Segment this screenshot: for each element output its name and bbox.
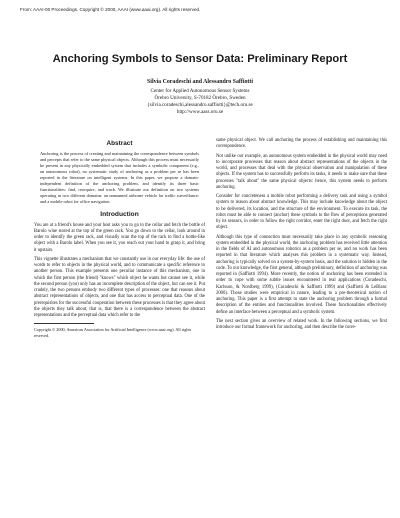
body-paragraph: The next section gives an overview of related work. In the following sections, we first introduce our formal framework for anchoring, and then describe the corre- <box>216 318 387 330</box>
intro-paragraph: This vignette illustrates a mechanism that we constantly use in our everyday life: the use of words to refer to objects in the physical world, and to communicate a specific reference to another person. This example presents one peculiar instance of this mechanism, one in which the first person (the friend) "knows" which object he wants but cannot see it, while the second person (you) only has an incomplete description of the object, but can see it. Put crudely, the two persons embody two different types of processes: one that reasons about abstract representations of objects, and one that has access to perceptual data. One of the prerequisites for the successful cooperation between these processes is that they agree about the objects they talk about, that is, that there is a correspondence between the abstract representations and the perceptual data which refer to the <box>34 256 205 319</box>
left-column <box>34 140 205 339</box>
abstract-text: Anchoring is the process of creating and maintaining the correspondence between symbols and percepts that refer to the same physical objects. Although this process must necessarily be present in any physically embedded system that includes a symbolic component (e.g., an autonomous robot), no systematic study of anchoring as a problem per se has been reported in the literature on intelligent systems. In this paper, we propose a domain-independent definition of the anchoring problem, and identify its three basic functionalities: find, reacquire, and track. We illustrate our definition on two systems operating in two different domains: an unmanned airborne vehicle for traffic surveillance; and a mobile robot for office navigation. <box>40 151 199 204</box>
url-line: http://www.aass.oru.se <box>176 109 224 116</box>
body-paragraph: Consider for concreteness a mobile robot performing a delivery task and using a symbol system to reason about abstract knowledge. This may include knowledge about the object to be delivered, its location, and the structure of the environment. To execute its task, the robot must be able to connect (anchor) these symbols to the flow of perceptions generated by its sensors, in order to follow the right corridor, enter the right door, and fetch the right object. <box>216 194 387 231</box>
body-paragraph: Not unlike our example, an autonomous system embedded in the physical world may need to incorporate processes that reason about abstract representations of the objects in the world, and processes that deal with the physical observation and manipulation of these objects. If the system has to successfully perform its tasks, it needs to make sure that these processes "talk about" the same physical objects: hence, this system needs to perform anchoring. <box>216 153 387 190</box>
affiliation-line: Örebro University, S-70182 Örebro, Sweden <box>154 95 246 102</box>
right-column <box>216 138 387 334</box>
proceedings-source-line: From: AAAI-00 Proceedings. Copyright © 2000, AAAI (www.aaai.org). All rights reserved. <box>20 7 201 12</box>
abstract-heading: Abstract <box>106 140 133 147</box>
body-paragraph: Although this type of connection must necessarily take place in any symbolic reasoning system embedded in the physical world, the anchoring problem has received little attention in the fields of AI and autonomous robotics as a problem per se, and no work has been reported in that literature which analyses this problem in a systematic way. Instead, anchoring is typically solved on a system-by-system basis, and the solution is hidden in the code. To our knowledge, the first general, although preliminary, definition of anchoring was reported in (Saffiotti 1994). More recently, the notion of anchoring has been extended in order to cope with some subtle issues encountered in real applications (Coradeschi, Karlsson, & Nordberg 1999), (Coradeschi & Saffiotti 1999) and (Saffiotti & LeBlanc 2000). Those studies were empirical in nature, leading to a pre-theoretical notion of anchoring. This paper is a first attempt to state the anchoring problem through a formal description of the entities and functionalities involved. These functionalities effectively define an interface between a perceptual and a symbolic system. <box>216 234 387 315</box>
intro-paragraph: You are at a friend's house and your host asks you to go to the cellar and fetch the bottle of Barolo wine stored at the top of the green rack. You go down to the cellar, look around in order to identify the green rack, and visually scan the top of the rack to find a bottle-like object with a Barolo label. When you see it, you reach out your hand to grasp it, and bring it upstairs. <box>34 222 205 253</box>
footnote-rule <box>34 323 94 324</box>
introduction-heading: Introduction <box>100 210 139 218</box>
email-line: {silvia.coradeschi,alessandro.saffiotti}@tech.oru.se <box>147 102 253 109</box>
paper-authors: Silvia Coradeschi and Alessandro Saffiotti <box>147 79 253 85</box>
affiliation-line: Center for Applied Autonomous Sensor Systems <box>150 88 250 94</box>
body-paragraph: same physical object. We call anchoring the process of establishing and maintaining this correspondence. <box>216 138 387 150</box>
affiliation-block <box>0 88 400 116</box>
copyright-footnote: Copyright © 2000, American Association for Artificial Intelligence (www.aaai.org). All rights reserved. <box>34 327 192 339</box>
paper-title: Anchoring Symbols to Sensor Data: Preliminary Report <box>52 53 348 65</box>
